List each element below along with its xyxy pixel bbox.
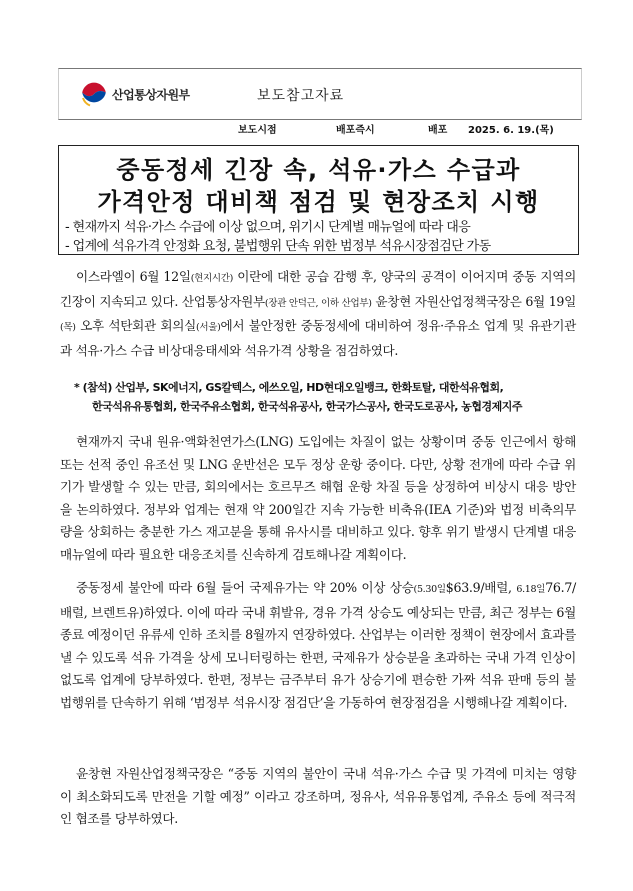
attendee-note-1: * (참석) 산업부, SK에너지, GS칼텍스, 에쓰오일, HD현대오일뱅크, 한화토탈, 대한석유협회, [74, 381, 504, 394]
taegeuk-icon [79, 80, 109, 108]
attendee-note-2: 한국석유유통협회, 한국주유소협회, 한국석유공사, 한국가스공사, 한국도로공사, 농협경제지주 [92, 400, 522, 413]
release-time-value: 배포즉시 [336, 125, 375, 136]
title-box [58, 145, 579, 255]
release-time-label: 보도시점 [238, 125, 277, 136]
distribution-date: 2025. 6. 19.(목) [468, 125, 554, 136]
subtitle-2: - 업계에 석유가격 안정화 요청, 불법행위 단속 위한 범정부 석유시장점검단 가동 [65, 239, 491, 254]
paragraph-1: 이스라엘이 6월 12일(현지시간) 이란에 대한 공습 감행 후, 양국의 공격이 이어지며 중동 지역의 긴장이 지속되고 있다. 산업통상자원부(장관 안덕근, 이하 산업부) 윤창현 자원산업정책국장은 6월 19일(목) 오후 석탄회관 회의실(서울)에서 불안정한 중동정세에 대비하여 정유·주유소 업계 및 유관기관과 석유·가스 수급 비상대응태세와 석유가격 상황을 점검하였다. [60, 269, 576, 358]
distribution-label: 배포 [428, 125, 448, 136]
main-title-line-2: 가격안정 대비책 점검 및 현장조치 시행 [97, 188, 540, 216]
document-header [58, 68, 582, 120]
ministry-name: 산업통상자원부 [112, 87, 190, 102]
paragraph-3: 중동정세 불안에 따라 6월 들어 국제유가는 약 20% 이상 상승(5.30일$63.9/배럴, 6.18일76.7/배럴, 브렌트유)하였다. 이에 따라 국내 휘발유, 경유 가격 상승도 예상되는 만큼, 최근 정부는 6월 종료 예정이던 유류세 인하 조치를 8월까지 연장하였다. 산업부는 이러한 정책이 현장에서 효과를 낼 수 있도록 석유 가격을 상세 모니터링하는 한편, 국제유가 상승분을 초과하는 국내 가격 인상이 없도록 업계에 당부하였다. 한편, 정부는 금주부터 유가 상승기에 편승한 가짜 석유 판매 등의 불법행위를 단속하기 위해 ‘범정부 석유시장 점검단’을 가동하여 현장점검을 시행해나갈 계획이다. [60, 580, 576, 710]
paragraph-2: 현재까지 국내 원유·액화천연가스(LNG) 도입에는 차질이 없는 상황이며 중동 인근에서 항해 또는 선적 중인 유조선 및 LNG 운반선은 모두 정상 운항 중이다. 다만, 상황 전개에 따라 수급 위기가 발생할 수 있는 만큼, 회의에서는 호르무즈 해협 운항 차질 등을 상정하여 비상시 대응 방안을 논의하였다. 정부와 업계는 현재 약 200일간 지속 가능한 비축유(IEA 기준)와 법정 비축의무량을 상회하는 충분한 가스 재고분을 통해 유사시를 대비하고 있다. 향후 위기 발생시 단계별 대응 매뉴얼에 따라 필요한 대응조치를 신속하게 검토해나갈 계획이다. [60, 434, 576, 562]
document-type: 보도참고자료 [257, 88, 345, 104]
ministry-logo [79, 80, 190, 108]
main-title-line-1: 중동정세 긴장 속, 석유·가스 수급과 [116, 156, 521, 184]
subtitle-1: - 현재까지 석유·가스 수급에 이상 없으며, 위기시 단계별 매뉴얼에 따라 대응 [65, 220, 471, 235]
paragraph-4: 윤창현 자원산업정책국장은 “중동 지역의 불안이 국내 석유·가스 수급 및 가격에 미치는 영향이 최소화되도록 만전을 기할 예정” 이라고 강조하며, 정유사, 석유유통업계, 주유소 등에 적극적인 협조를 당부하였다. [60, 766, 576, 826]
